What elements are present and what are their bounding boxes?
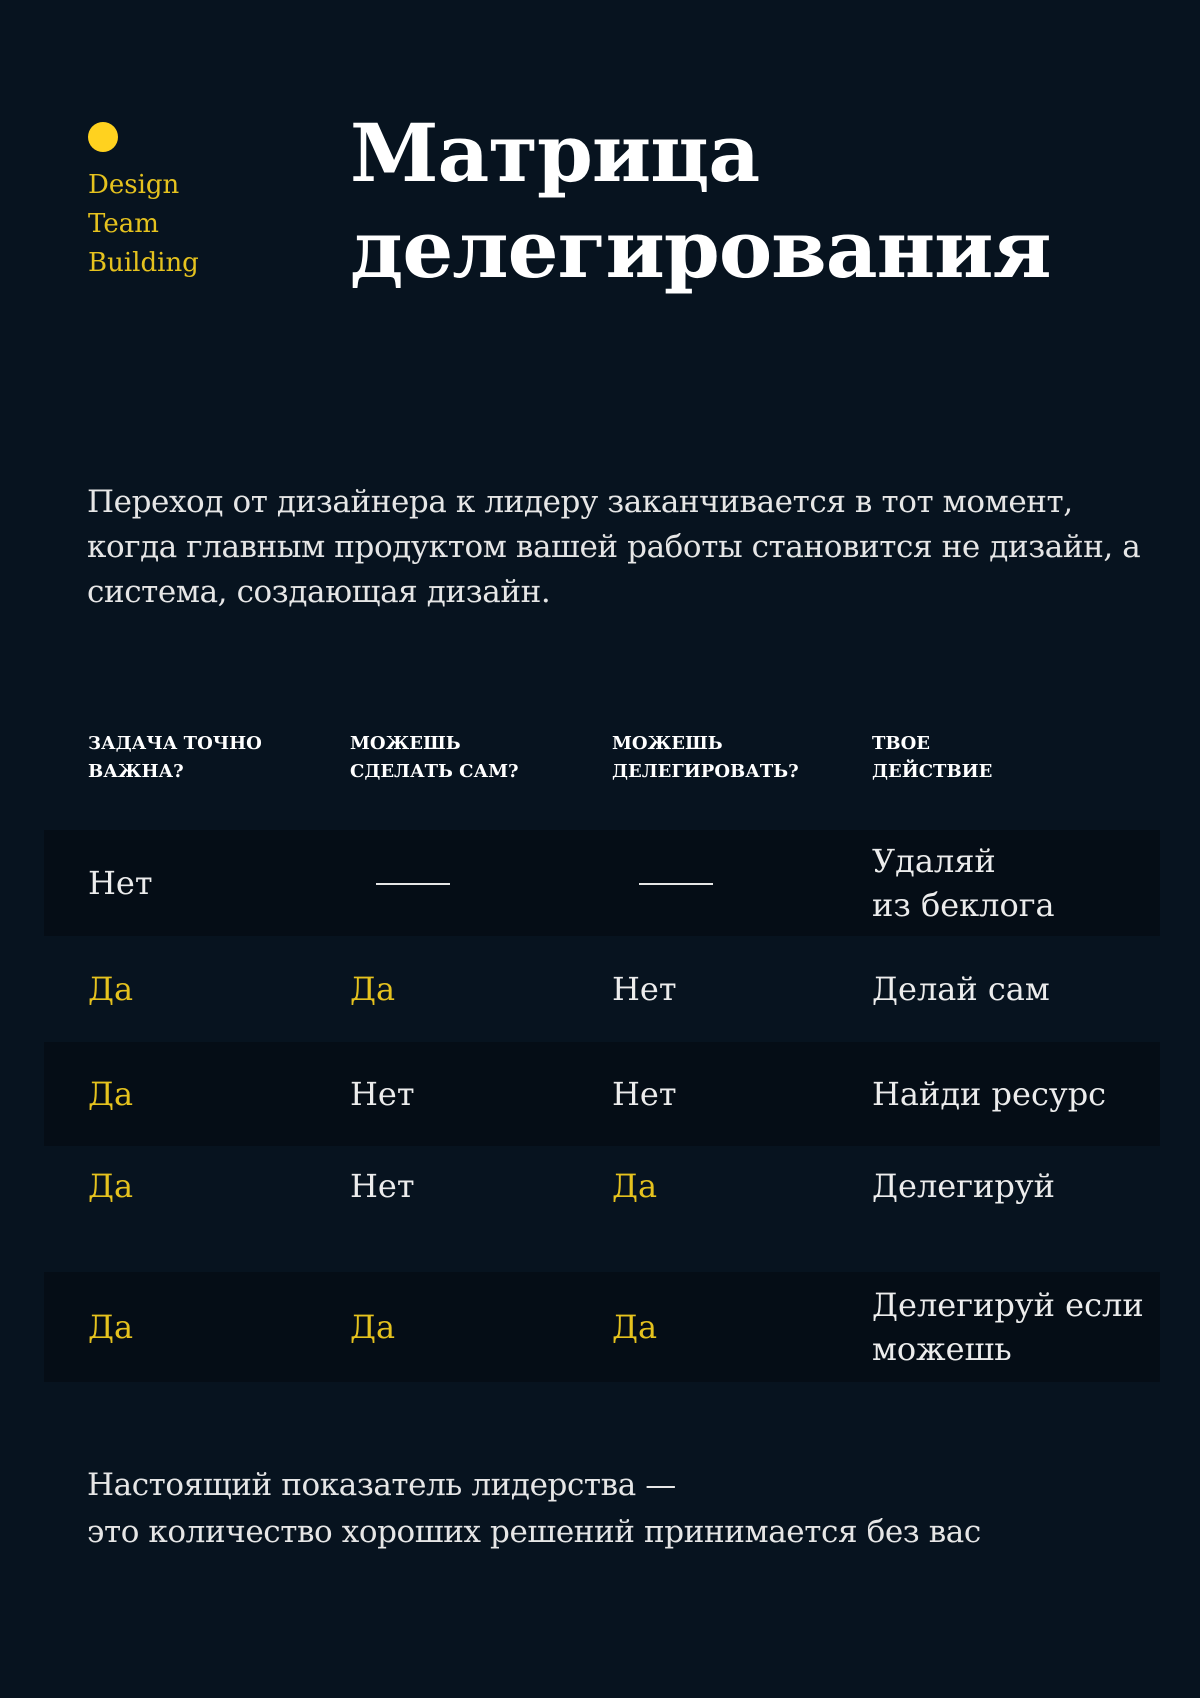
- table-row: [44, 1042, 1160, 1146]
- page-title: [350, 105, 1051, 297]
- cell-action: Делегируй: [872, 1167, 1055, 1205]
- cell-can-do-yourself: Нет: [350, 1075, 415, 1113]
- cell-can-delegate: Да: [612, 1308, 658, 1346]
- page-title-line-2: делегирования: [350, 202, 1051, 296]
- cell-task-important: Да: [88, 1075, 134, 1113]
- table-row: [44, 1146, 1160, 1272]
- header-can-do-yourself: МОЖЕШЬ СДЕЛАТЬ САМ?: [350, 733, 519, 782]
- page-title-line-1: Матрица: [350, 106, 760, 200]
- cell-action: Делай сам: [872, 970, 1050, 1008]
- cell-task-important: Да: [88, 1308, 134, 1346]
- brand-line-building: Building: [88, 248, 199, 278]
- cell-can-delegate: Да: [612, 1167, 658, 1205]
- cell-task-important: Нет: [88, 864, 153, 902]
- table-row: [44, 936, 1160, 1042]
- cell-task-important: Да: [88, 970, 134, 1008]
- cell-can-delegate: Нет: [612, 1075, 677, 1113]
- cell-can-do-yourself: Нет: [350, 1167, 415, 1205]
- brand-line-design: Design: [88, 170, 180, 200]
- dash-can-do-yourself: [376, 883, 450, 885]
- intro-paragraph: Переход от дизайнера к лидеру заканчивается в тот момент, когда главным продуктом вашей работы становится не дизайн, а система, создающая дизайн.: [87, 484, 1141, 610]
- cell-action: Найди ресурс: [872, 1075, 1107, 1113]
- table-header: [44, 730, 1160, 830]
- dash-can-delegate: [639, 883, 713, 885]
- cell-action: Удаляй из беклога: [872, 842, 1055, 924]
- brand-dot-icon: [88, 122, 118, 152]
- cell-can-delegate: Нет: [612, 970, 677, 1008]
- cell-can-do-yourself: Да: [350, 970, 396, 1008]
- cell-can-do-yourself: Да: [350, 1308, 396, 1346]
- cell-task-important: Да: [88, 1167, 134, 1205]
- table-row: [44, 1272, 1160, 1382]
- brand-line-team: Team: [88, 209, 159, 239]
- brand: [88, 122, 199, 283]
- cell-action: Делегируй если можешь: [872, 1286, 1144, 1368]
- delegation-matrix-table: [44, 730, 1160, 1382]
- table-row: [44, 830, 1160, 936]
- footer-line-2: это количество хороших решений принимается без вас: [87, 1514, 981, 1550]
- header-task-important: ЗАДАЧА ТОЧНО ВАЖНА?: [88, 733, 262, 782]
- header-can-delegate: МОЖЕШЬ ДЕЛЕГИРОВАТЬ?: [612, 733, 799, 782]
- footer-line-1: Настоящий показатель лидерства —: [87, 1467, 676, 1503]
- header-your-action: ТВОЕ ДЕЙСТВИЕ: [872, 733, 993, 782]
- footer-quote: [87, 1462, 1147, 1556]
